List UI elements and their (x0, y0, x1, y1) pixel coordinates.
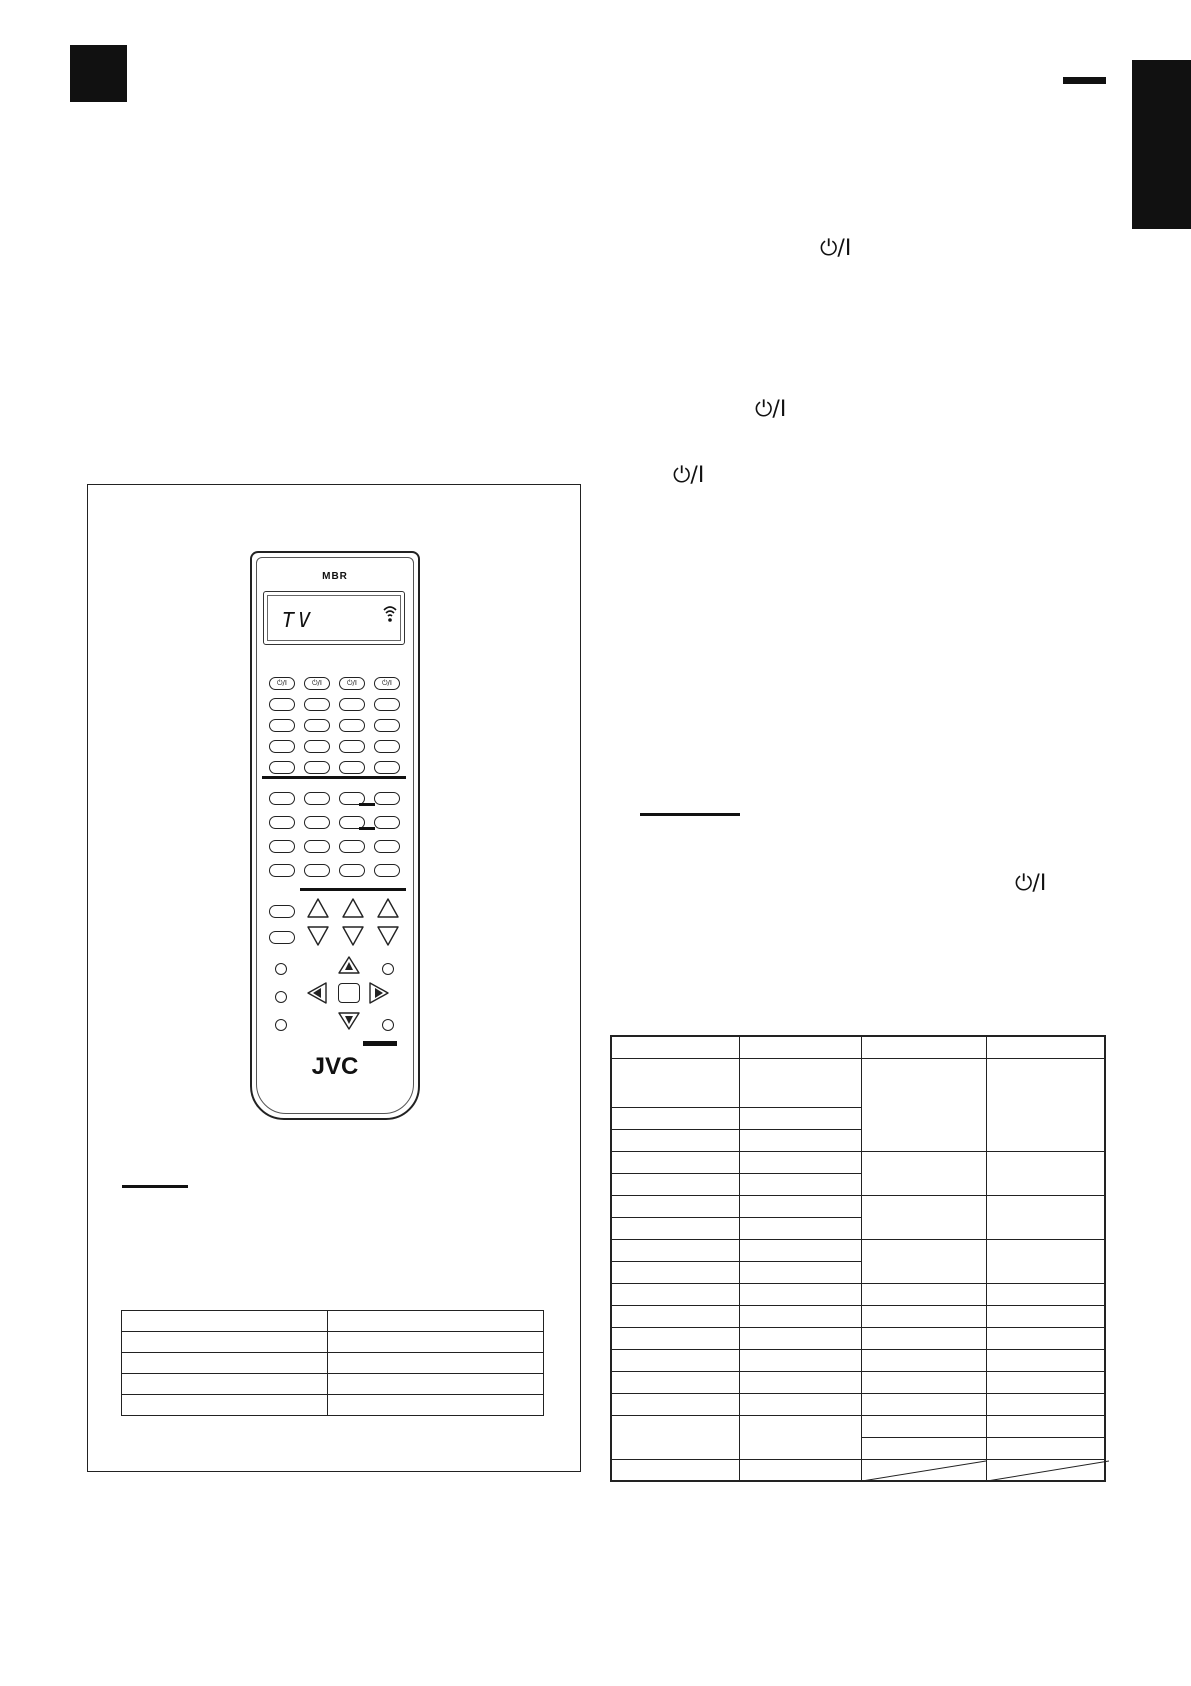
remote-button (304, 698, 330, 711)
remote-brand-logo: JVC (311, 1053, 359, 1080)
remote-power-button: ⏻/I (374, 677, 400, 690)
remote-round-button (382, 1019, 394, 1031)
triangle-down-icon (306, 925, 330, 947)
table-row (611, 1415, 1105, 1437)
remote-power-button: ⏻/I (304, 677, 330, 690)
remote-button (304, 840, 330, 853)
reference-table-left (121, 1310, 544, 1416)
remote-button (339, 719, 365, 732)
remote-button (339, 740, 365, 753)
remote-round-button (382, 963, 394, 975)
remote-button (269, 905, 295, 918)
reference-table-right (610, 1035, 1106, 1482)
table-row (122, 1332, 544, 1353)
signal-icon (382, 604, 398, 624)
table-row (611, 1305, 1105, 1327)
remote-divider (300, 888, 406, 891)
table-row (611, 1349, 1105, 1371)
remote-button (269, 816, 295, 829)
table-row (611, 1239, 1105, 1261)
remote-button (269, 719, 295, 732)
remote-button (304, 792, 330, 805)
remote-button (339, 761, 365, 774)
remote-lcd (263, 591, 405, 645)
language-tab (1132, 60, 1191, 229)
rewind-icon (306, 981, 328, 1005)
table-row (611, 1459, 1105, 1481)
remote-button (269, 761, 295, 774)
remote-button (304, 864, 330, 877)
header-rule (1063, 77, 1106, 84)
subheading-rule (640, 813, 740, 816)
remote-power-button: ⏻/I (269, 677, 295, 690)
triangle-up-icon (376, 897, 400, 919)
table-row (122, 1395, 544, 1416)
remote-lcd-text: TV (282, 608, 315, 632)
remote-power-button: ⏻/I (339, 677, 365, 690)
table-row (611, 1058, 1105, 1107)
table-row (122, 1374, 544, 1395)
remote-button (374, 761, 400, 774)
triangle-up-icon (306, 897, 330, 919)
remote-button (374, 816, 400, 829)
remote-round-button (275, 963, 287, 975)
table-row (611, 1371, 1105, 1393)
remote-button (374, 840, 400, 853)
section-number-block (70, 45, 127, 102)
fast-forward-icon (368, 981, 390, 1005)
stop-button-square (338, 983, 360, 1003)
triangle-up-icon (341, 897, 365, 919)
remote-button (374, 792, 400, 805)
remote-highlight (359, 803, 375, 806)
remote-highlight (363, 1041, 397, 1046)
table-row (611, 1195, 1105, 1217)
triangle-down-icon (341, 925, 365, 947)
table-row (611, 1151, 1105, 1173)
remote-button (304, 740, 330, 753)
remote-divider (262, 776, 406, 779)
table-row (611, 1393, 1105, 1415)
remote-button (269, 840, 295, 853)
triangle-down-icon (376, 925, 400, 947)
remote-button (304, 816, 330, 829)
remote-button (304, 761, 330, 774)
remote-round-button (275, 1019, 287, 1031)
remote-control (250, 551, 420, 1120)
remote-button (269, 698, 295, 711)
remote-button (339, 698, 365, 711)
remote-button (269, 740, 295, 753)
table-row (122, 1311, 544, 1332)
diagonal-strike (987, 1460, 1109, 1482)
remote-button (339, 864, 365, 877)
diagonal-strike (862, 1460, 986, 1482)
power-icon: ⏻/I (755, 397, 787, 422)
table-row (611, 1327, 1105, 1349)
table-row (122, 1353, 544, 1374)
remote-round-button (275, 991, 287, 1003)
remote-button (374, 740, 400, 753)
play-icon (337, 955, 361, 975)
remote-button (269, 931, 295, 944)
remote-button (269, 792, 295, 805)
remote-button (374, 864, 400, 877)
table-row (611, 1036, 1105, 1058)
remote-button (339, 840, 365, 853)
remote-button (374, 719, 400, 732)
remote-top-logo: MBR (322, 571, 348, 582)
power-icon: ⏻/I (820, 236, 852, 261)
table-row (611, 1283, 1105, 1305)
pause-icon (337, 1011, 361, 1031)
note-rule (122, 1185, 188, 1188)
remote-highlight (359, 827, 375, 830)
power-icon: ⏻/I (1015, 871, 1047, 896)
remote-button (374, 698, 400, 711)
power-icon: ⏻/I (673, 463, 705, 488)
remote-button (269, 864, 295, 877)
remote-button (304, 719, 330, 732)
